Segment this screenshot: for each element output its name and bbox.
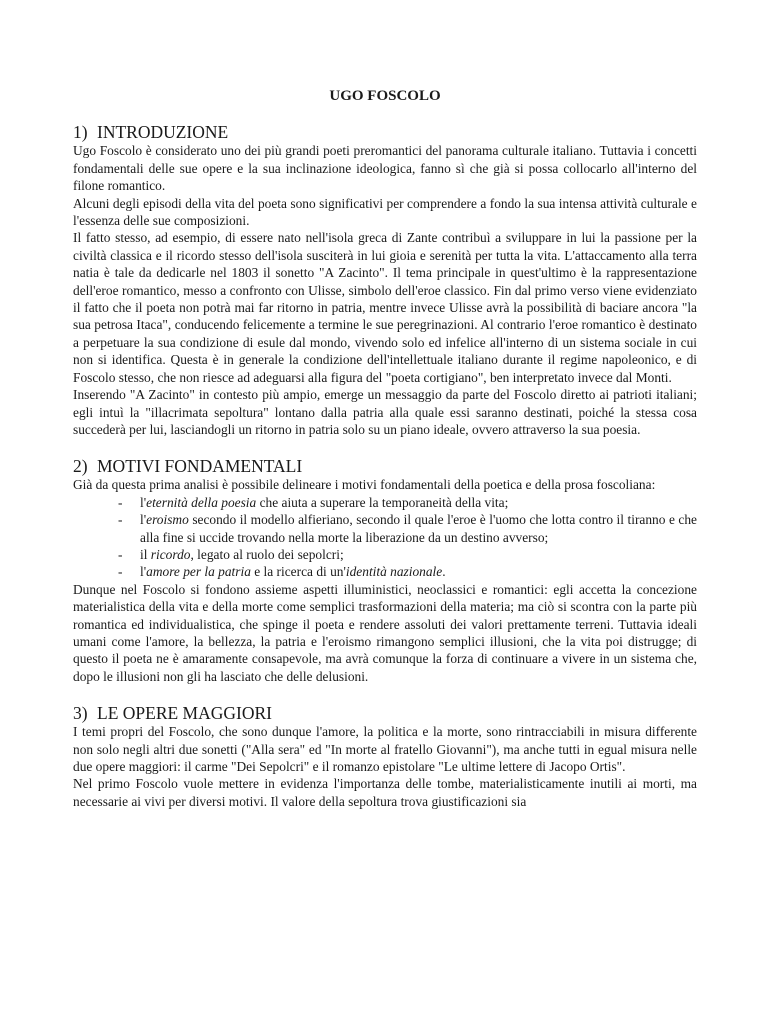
paragraph: Già da questa prima analisi è possibile delineare i motivi fondamentali della poetica e della prosa foscoliana: [73,477,656,493]
section-number: 1) [73,122,88,143]
section-title: INTRODUZIONE [97,122,229,143]
paragraph: Dunque nel Foscolo si fondono assieme aspetti illuministici, neoclassici e romantici: egli accetta la concezione materialistica della vita e della morte come semplici trasformazioni della materia; ma ciò si scontra con la parte più romantica ed individualistica, che spinge il poeta e rendere assoluti dei valori prettamente terreni. Tuttavia ideali umani come l'amore, la bellezza, la patria e l'eroismo rimangono semplici illusioni, che la vita poi distrugge; di questo il poeta ne è amaramente consapevole, ma avrà comunque la forza di continuare a vivere in un sistema che, dopo le illusioni non gli ha lasciato che delle delusioni. [73,581,697,684]
emphasis: identità nazionale [345,564,443,580]
paragraph: Il fatto stesso, ad esempio, di essere nato nell'isola greca di Zante contribuì a sviluppare in lui la passione per la civiltà classica e il ricordo stesso dell'isola susciterà in lui gioia e serenità per tutta la vita. L'attaccamento alla terra natia è tale da dedicarle nel 1803 il sonetto "A Zacinto". Il tema principale in quest'ultimo è la rappresentazione dell'eroe romantico, messo a confronto con Ulisse, simbolo dell'eroe classico. Fin dal primo verso viene evidenziato il fatto che il poeta non potrà mai far ritorno in patria, mentre invece Ulisse avrà la possibilità di baciare ancora "la sua petrosa Itaca", conducendo felicemente a termine le sue peregrinazioni. Al contrario l'eroe romantico è destinato a perpetuare la sua condizione di esule dal mondo, vivendo solo ed infelice all'interno di un sistema sociale in cui non si identifica. Questa è in generale la condizione dell'intellettuale italiano durante il regime napoleonico, e di Foscolo stesso, che non riesce ad adeguarsi alla figura del "poeta cortigiano", ben interpretato invece dal Monti. [73,230,697,385]
section-heading-opere [73,703,697,723]
emphasis: amore per la patria [146,564,251,580]
section-heading-introduzione [73,122,697,142]
section-number: 2) [73,456,88,477]
section-number: 3) [73,703,88,724]
list-item: - il ricordo, legato al ruolo dei sepolcri; [118,546,344,562]
bullet-dash: - [118,494,123,510]
paragraph: Alcuni degli episodi della vita del poeta sono significativi per comprendere a fondo la sua intensa attività culturale e l'essenza delle sue composizioni. [73,195,697,229]
emphasis: eroismo [146,512,189,528]
paragraph: I temi propri del Foscolo, che sono dunque l'amore, la politica e la morte, sono rintracciabili in misura differente non solo negli altri due sonetti ("Alla sera" ed "In morte al fratello Giovanni"), ma anche tutti in egual misura nelle due opere maggiori: il carme "Dei Sepolcri" e il romanzo epistolare "Le ultime lettere di Jacopo Ortis". [73,724,697,774]
list-item: - l'eroismo secondo il modello alfieriano, secondo il quale l'eroe è l'uomo che lotta contro il tiranno e che alla fine si uccide trovando nella morte la liberazione da un destino avverso; [118,512,697,545]
bullet-dash: - [118,512,123,528]
paragraph: Nel primo Foscolo vuole mettere in evidenza l'importanza delle tombe, materialisticamente inutili ai morti, ma necessarie ai vivi per diversi motivi. Il valore della sepoltura trova giustificazioni sia [73,776,697,809]
section-title: MOTIVI FONDAMENTALI [97,456,303,477]
motivi-list [73,494,697,581]
paragraph: Ugo Foscolo è considerato uno dei più grandi poeti preromantici del panorama culturale italiano. Tuttavia i concetti fondamentali delle sue opere e la sua inclinazione ideologica, fanno sì che già si possa collocarlo all'interno del filone romantico. [73,143,697,194]
section-heading-motivi [73,456,697,476]
section-title: LE OPERE MAGGIORI [97,703,272,724]
bullet-dash: - [118,564,123,580]
emphasis: ricordo [150,546,191,562]
document-title: UGO FOSCOLO [329,88,441,104]
bullet-dash: - [118,546,123,562]
paragraph: Inserendo "A Zacinto" in contesto più ampio, emerge un messaggio da parte del Foscolo diretto ai patrioti italiani; egli intuì la "illacrimata sepoltura" lontano dalla patria alla quale essi saranno destinati, poiché la stessa cosa succederà per lui, lasciandogli un ritorno in patria solo su un piano ideale, ovvero attraverso la sua poesia. [73,387,697,437]
document-page [73,88,697,810]
emphasis: eternità della poesia [146,494,257,510]
list-item: - l'eternità della poesia che aiuta a superare la temporaneità della vita; [118,494,509,510]
list-item: - l'amore per la patria e la ricerca di un'identità nazionale. [118,564,446,580]
